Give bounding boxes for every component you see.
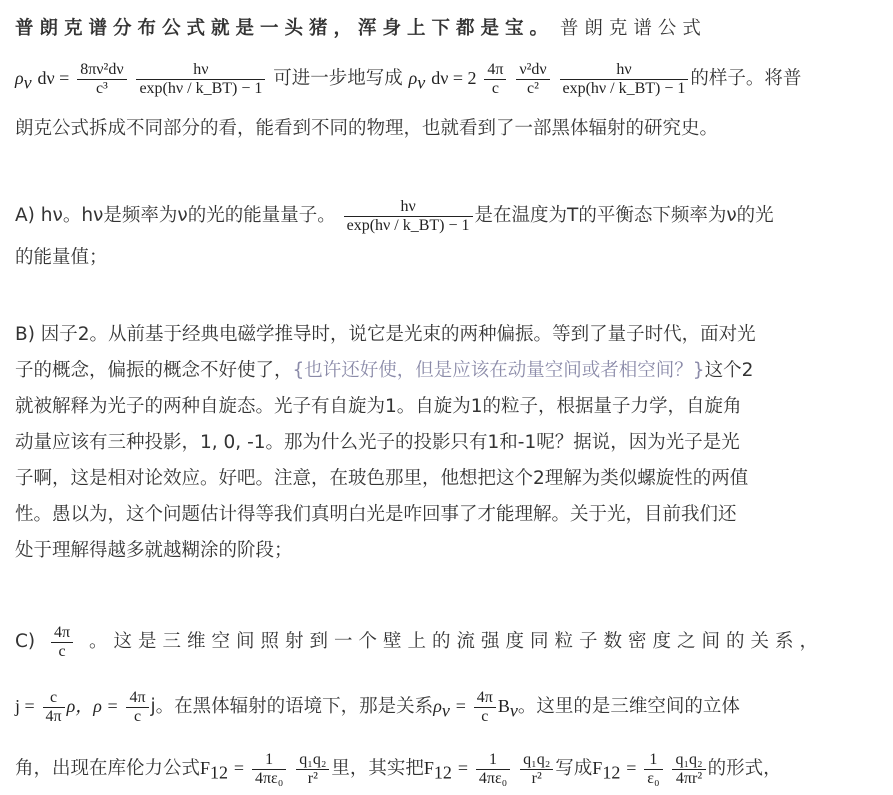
fraction-num: 4π bbox=[474, 689, 496, 708]
para-b-line-3: 就被解释为光子的两种自旋态。光子有自旋为1。自旋为1的粒子，根据量子力学，自旋角 bbox=[15, 396, 742, 417]
para-c-l3d: 的形式， bbox=[707, 758, 782, 779]
fraction-num: 4π bbox=[51, 624, 73, 643]
rho-symbol-2: ρ bbox=[408, 68, 418, 88]
fraction-8pi bbox=[77, 61, 126, 98]
fraction-den: c bbox=[481, 707, 489, 725]
f-symbol: F bbox=[200, 758, 211, 778]
fraction-coulomb-1 bbox=[252, 751, 286, 788]
fraction-den: r² bbox=[307, 769, 318, 787]
end-text: 的样子。将普 bbox=[690, 68, 802, 89]
f-sub: 12 bbox=[210, 762, 229, 783]
fraction-den: 4πr² bbox=[675, 769, 703, 787]
fraction-den: exp(hν / k_BT) − 1 bbox=[562, 79, 686, 97]
para-c-line-2 bbox=[15, 684, 881, 728]
fraction-den: c² bbox=[527, 79, 539, 97]
fraction-num: 4π bbox=[484, 61, 506, 80]
b-sub: ν bbox=[509, 700, 518, 721]
mid-text: 可进一步地写成 bbox=[273, 68, 403, 89]
lead-bold-text: 普朗克谱分布公式就是一头猪，浑身上下都是宝。 bbox=[15, 18, 555, 39]
fraction-num: ν²dν bbox=[516, 61, 549, 80]
rho-subscript: ν bbox=[23, 72, 32, 93]
fraction-planck-2 bbox=[560, 61, 689, 98]
rho-subscript-2: ν bbox=[417, 72, 426, 93]
fraction-num: q₁q₂ bbox=[520, 751, 553, 770]
rho-nu-sub: ν bbox=[441, 700, 450, 721]
fraction-den: exp(hν / k_BT) − 1 bbox=[346, 216, 470, 234]
para-1-line-3: 朗克公式拆成不同部分的看，能看到不同的物理，也就看到了一部黑体辐射的研究史。 bbox=[15, 118, 719, 139]
fraction-coulomb-5 bbox=[644, 751, 662, 788]
para-b-line-5: 子啊，这是相对论效应。好吧。注意，在玻色那里，他想把这个2理解为类似螺旋性的两值 bbox=[15, 468, 749, 489]
para-c-l1-text: 。这是三维空间照射到一个壁上的流强度同粒子数密度之间的关系， bbox=[89, 631, 825, 652]
f-symbol-2: F bbox=[423, 758, 434, 778]
para-1-line-1 bbox=[15, 16, 881, 42]
lead-rest-text: 普朗克谱公式 bbox=[559, 18, 707, 39]
f-symbol-3: F bbox=[592, 758, 603, 778]
fraction-nu2 bbox=[516, 61, 549, 98]
para-c-line-1 bbox=[15, 618, 881, 666]
fraction-c-4pi bbox=[43, 689, 65, 726]
para-b-line-2 bbox=[15, 358, 881, 384]
fraction-num: hν bbox=[560, 61, 689, 80]
fraction-4pi-c-3 bbox=[474, 689, 496, 726]
para-c-label: C) bbox=[15, 631, 36, 652]
fraction-4pi-c bbox=[484, 61, 506, 98]
fraction-num: hν bbox=[344, 198, 473, 217]
fraction-den: c bbox=[133, 707, 142, 725]
fraction-den: 4π bbox=[45, 707, 62, 725]
fraction-num: 1 bbox=[476, 751, 510, 770]
rho-eq: ρ，ρ = bbox=[66, 696, 119, 716]
para-a-start: A) hν。hν是频率为ν的光的能量量子。 bbox=[15, 205, 336, 226]
fraction-num: 1 bbox=[644, 751, 662, 770]
fraction-den: exp(hν / k_BT) − 1 bbox=[139, 79, 263, 97]
rho-nu: ρ bbox=[433, 696, 442, 716]
para-b-line-1: B) 因子2。从前基于经典电磁学推导时，说它是光束的两种偏振。等到了量子时代，面对光 bbox=[15, 324, 756, 345]
para-c-l3a: 角，出现在库伦力公式 bbox=[15, 758, 201, 779]
fraction-num: 1 bbox=[252, 751, 286, 770]
equals-sign: = bbox=[455, 696, 466, 716]
para-c-l2-end: 。这里的是三维空间的立体 bbox=[517, 696, 740, 717]
equals-sign-2: = bbox=[233, 758, 245, 778]
j-symbol: j = bbox=[15, 696, 35, 716]
fraction-planck bbox=[136, 61, 265, 98]
para-b-l2b: 这个2 bbox=[704, 360, 754, 381]
para-a-end: 是在温度为T的平衡态下频率为ν的光 bbox=[474, 205, 774, 226]
fraction-num: c bbox=[43, 689, 65, 708]
para-c-line-3 bbox=[15, 746, 881, 790]
fraction-coulomb-6 bbox=[672, 751, 705, 788]
fraction-4pi-c-2 bbox=[126, 689, 148, 726]
fraction-planck-a bbox=[344, 198, 473, 235]
fraction-4pi-c-c bbox=[51, 624, 73, 661]
fraction-den: c bbox=[58, 642, 66, 660]
fraction-den: 4πε₀ bbox=[478, 769, 508, 787]
fraction-den: c bbox=[491, 79, 499, 97]
para-a-line-1 bbox=[15, 196, 881, 236]
rho-symbol: ρ bbox=[15, 68, 24, 88]
para-b-line-4: 动量应该有三种投影，1, 0, -1。那为什么光子的投影只有1和-1呢？据说，因为光子是光 bbox=[15, 432, 740, 453]
fraction-num: q₁q₂ bbox=[296, 751, 329, 770]
fraction-den: c³ bbox=[95, 79, 108, 97]
para-b-muted: {也许还好使，但是应该在动量空间或者相空间？} bbox=[292, 360, 705, 381]
fraction-coulomb-4 bbox=[520, 751, 553, 788]
f-sub-2: 12 bbox=[433, 762, 452, 783]
formula-dv: dν = bbox=[37, 68, 70, 88]
fraction-den: r² bbox=[531, 769, 542, 787]
fraction-coulomb-3 bbox=[476, 751, 510, 788]
para-1-line-2 bbox=[15, 58, 881, 98]
f-sub-3: 12 bbox=[602, 762, 621, 783]
fraction-num: 8πν²dν bbox=[77, 61, 126, 80]
equals-sign-3: = bbox=[457, 758, 468, 778]
para-c-l3c: 写成 bbox=[555, 758, 593, 779]
fraction-coulomb-2 bbox=[296, 751, 329, 788]
para-b-line-7: 处于理解得越多就越糊涂的阶段； bbox=[15, 540, 293, 561]
para-a-line-2: 的能量值； bbox=[15, 247, 108, 268]
formula-dv-2: dν = 2 bbox=[431, 68, 477, 88]
fraction-num: q₁q₂ bbox=[672, 751, 705, 770]
fraction-den: 4πε₀ bbox=[254, 769, 284, 787]
equals-sign-4: = bbox=[626, 758, 637, 778]
fraction-den: ε₀ bbox=[647, 769, 660, 787]
para-b-line-6: 性。愚以为，这个问题估计得等我们真明白光是咋回事了才能理解。关于光，目前我们还 bbox=[15, 504, 737, 525]
fraction-num: hν bbox=[136, 61, 265, 80]
fraction-num: 4π bbox=[126, 689, 148, 708]
para-c-j2: j。在黑体辐射的语境下，那是关系 bbox=[150, 696, 434, 717]
b-symbol: B bbox=[497, 696, 510, 716]
para-c-l3b: 里，其实把 bbox=[331, 758, 424, 779]
para-b-l2a: 子的概念，偏振的概念不好使了， bbox=[15, 360, 293, 381]
